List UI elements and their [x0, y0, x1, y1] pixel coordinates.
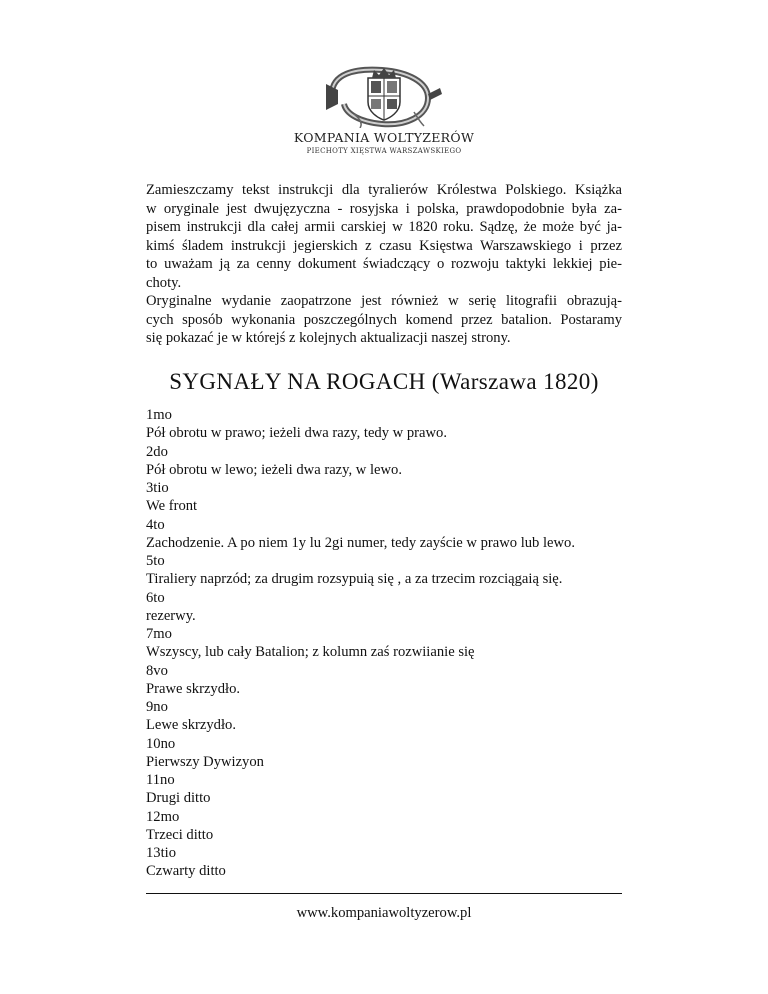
signal-number: 8vo — [146, 662, 168, 679]
signal-number: 4to — [146, 516, 165, 533]
signal-number: 9no — [146, 699, 168, 715]
intro-line: choty. — [146, 274, 182, 291]
signal-text: Zachodzenie. A po niem 1y lu 2gi numer, tedy zayście w prawo lub lewo. — [146, 534, 576, 551]
signal-number: 2do — [146, 443, 168, 460]
signal-number: 1mo — [146, 407, 172, 423]
post-horn-with-coat-of-arms-icon — [324, 64, 444, 128]
intro-line: cych sposób wykonania poszczególnych komend przez batalion. Postaramy — [146, 311, 622, 328]
logo-title: KOMPANIA WOLTYZERÓW — [293, 130, 475, 145]
signal-text: Lewe skrzydło. — [146, 717, 236, 734]
signals-list — [146, 406, 622, 881]
signal-number: 12mo — [146, 808, 180, 825]
intro-line: w oryginale jest dwujęzyczna - rosyjska i polska, prawdopodobnie była za- — [146, 200, 622, 217]
signal-number: 6to — [146, 589, 165, 606]
signal-text: Tiraliery naprzód; za drugim rozsypuią się , a za trzecim rozciągaią się. — [146, 571, 563, 588]
intro-paragraph-1 — [146, 181, 622, 292]
logo — [290, 64, 478, 164]
signal-text: Wszyscy, lub cały Batalion; z kolumn zaś rozwiianie się — [146, 644, 475, 661]
intro-line: Zamieszczamy tekst instrukcji dla tyralierów Królestwa Polskiego. Książka — [146, 182, 622, 198]
signal-text: Pierwszy Dywizyon — [146, 753, 264, 770]
signal-number: 11no — [146, 772, 175, 788]
section-heading: SYGNAŁY NA ROGACH (Warszawa 1820) — [169, 369, 599, 394]
intro-line: to uważam ją za cenny dokument świadczący o rozwoju taktyki lekkiej pie- — [146, 256, 622, 272]
signal-number: 13tio — [146, 845, 176, 861]
footer-divider — [146, 893, 622, 894]
signal-text: Trzeci ditto — [146, 826, 214, 843]
signal-text: Drugi ditto — [146, 790, 211, 807]
signal-text: Prawe skrzydło. — [146, 680, 241, 697]
intro-text — [146, 181, 622, 348]
signal-text: We front — [146, 498, 198, 515]
signal-number: 7mo — [146, 626, 172, 642]
intro-line: Oryginalne wydanie zaopatrzone jest również w serię litografii obrazują- — [146, 293, 622, 309]
signal-text: Pół obrotu w lewo; ieżeli dwa razy, w lewo. — [146, 461, 402, 478]
signal-number: 10no — [146, 735, 176, 752]
signal-number: 3tio — [146, 480, 169, 496]
logo-subtitle: PIECHOTY XIĘSTWA WARSZAWSKIEGO — [306, 147, 462, 155]
signal-text: Czwarty ditto — [146, 863, 226, 880]
signal-number: 5to — [146, 553, 165, 569]
footer-url: www.kompaniawoltyzerow.pl — [296, 905, 472, 921]
signal-text: rezerwy. — [146, 607, 196, 624]
intro-paragraph-2 — [146, 292, 622, 348]
intro-line: się pokazać je w którejś z kolejnych aktualizacji naszej strony. — [146, 330, 511, 346]
intro-line: kimś śladem instrukcji jegierskich z czasu Księstwa Warszawskiego i przez — [146, 237, 622, 254]
signal-text: Pół obrotu w prawo; ieżeli dwa razy, tedy w prawo. — [146, 425, 447, 442]
intro-line: pisem instrukcji dla całej armii carskiej w 1820 roku. Sądzę, że może być ja- — [146, 219, 622, 235]
